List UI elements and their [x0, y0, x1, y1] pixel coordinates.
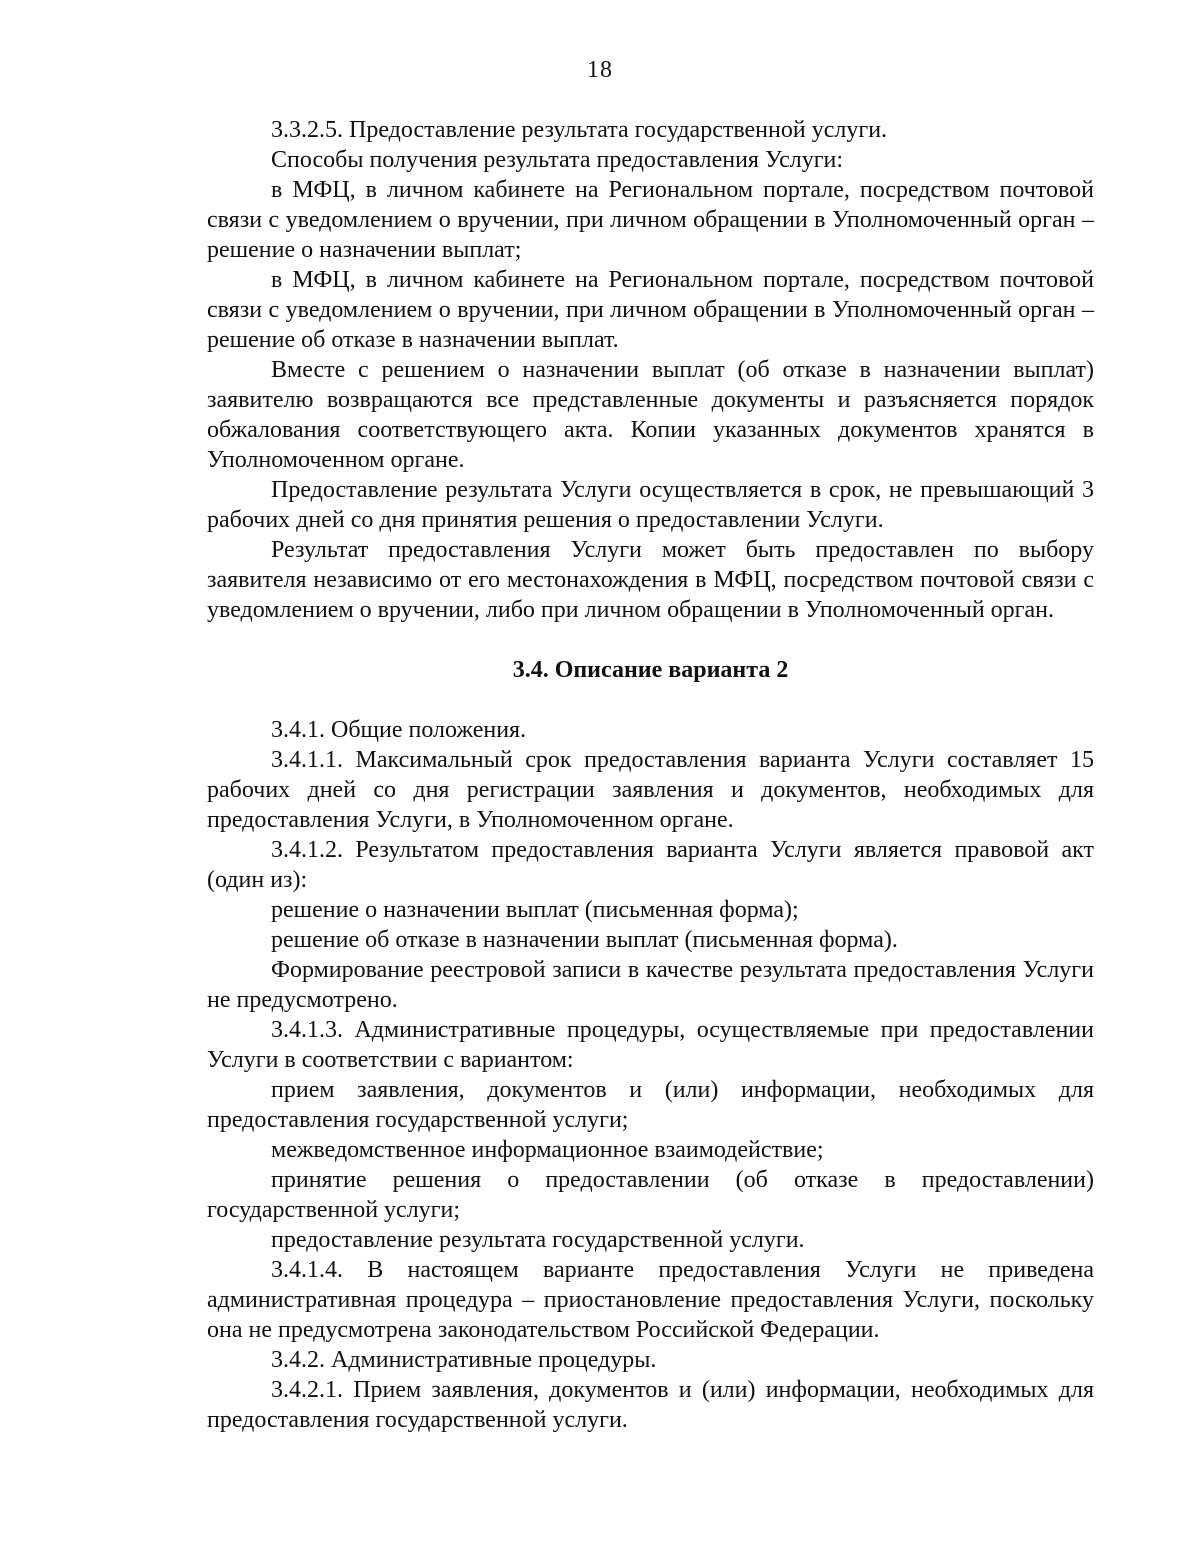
- paragraph-procedure-decision: принятие решения о предоставлении (об отказе в предоставлении) государственной услуги;: [207, 1167, 1094, 1223]
- paragraph-procedure-interagency: межведомственное информационное взаимодействие;: [271, 1137, 824, 1163]
- paragraph-method-refuse: в МФЦ, в личном кабинете на Региональном портале, посредством почтовой связи с уведомлением о вручении, при личном обращении в Уполномоченный орган – решение об отказе в назначении выплат.: [207, 267, 1094, 353]
- paragraph-3-4-1-3: 3.4.1.3. Административные процедуры, осуществляемые при предоставлении Услуги в соответствии с вариантом:: [207, 1017, 1094, 1073]
- paragraph-3-4-1-4: 3.4.1.4. В настоящем варианте предоставления Услуги не приведена административная процедура – приостановление предоставления Услуги, поскольку она не предусмотрена законодательством Российской Федерации.: [207, 1257, 1094, 1343]
- paragraph-3-4-2: 3.4.2. Административные процедуры.: [271, 1347, 657, 1373]
- paragraph-3-3-2-5: 3.3.2.5. Предоставление результата государственной услуги.: [271, 117, 888, 143]
- paragraph-3-4-1-2: 3.4.1.2. Результатом предоставления варианта Услуги является правовой акт (один из):: [207, 837, 1094, 893]
- paragraph-3-4-1: 3.4.1. Общие положения.: [271, 717, 527, 743]
- paragraph-3-4-2-1: 3.4.2.1. Прием заявления, документов и (или) информации, необходимых для предоставления государственной услуги.: [207, 1377, 1094, 1433]
- paragraph-result-refuse: решение об отказе в назначении выплат (письменная форма).: [271, 927, 898, 953]
- section-heading: 3.4. Описание варианта 2: [512, 657, 789, 683]
- paragraph-documents-return: Вместе с решением о назначении выплат (об отказе в назначении выплат) заявителю возвращаются все представленные документы и разъясняется порядок обжалования соответствующего акта. Копии указанных документов хранятся в Уполномоченном органе.: [207, 357, 1094, 473]
- paragraph-registry-record: Формирование реестровой записи в качестве результата предоставления Услуги не предусмотрено.: [207, 957, 1094, 1013]
- paragraph-3-4-1-1: 3.4.1.1. Максимальный срок предоставления варианта Услуги составляет 15 рабочих дней со дня регистрации заявления и документов, необходимых для предоставления Услуги, в Уполномоченном органе.: [207, 747, 1094, 833]
- paragraph-result-choice: Результат предоставления Услуги может быть предоставлен по выбору заявителя независимо от его местонахождения в МФЦ, посредством почтовой связи с уведомлением о вручении, либо при личном обращении в Уполномоченный орган.: [207, 537, 1094, 623]
- paragraph-procedure-result: предоставление результата государственной услуги.: [271, 1227, 805, 1253]
- page-number: 18: [587, 57, 613, 83]
- document-body: [207, 115, 1094, 1435]
- paragraph-result-assign: решение о назначении выплат (письменная форма);: [271, 897, 799, 923]
- paragraph-procedure-intake: прием заявления, документов и (или) информации, необходимых для предоставления государственной услуги;: [207, 1077, 1094, 1133]
- paragraph-method-assign: в МФЦ, в личном кабинете на Региональном портале, посредством почтовой связи с уведомлением о вручении, при личном обращении в Уполномоченный орган – решение о назначении выплат;: [207, 177, 1094, 263]
- paragraph-deadline: Предоставление результата Услуги осуществляется в срок, не превышающий 3 рабочих дней со дня принятия решения о предоставлении Услуги.: [207, 477, 1094, 533]
- paragraph-methods-intro: Способы получения результата предоставления Услуги:: [271, 147, 844, 173]
